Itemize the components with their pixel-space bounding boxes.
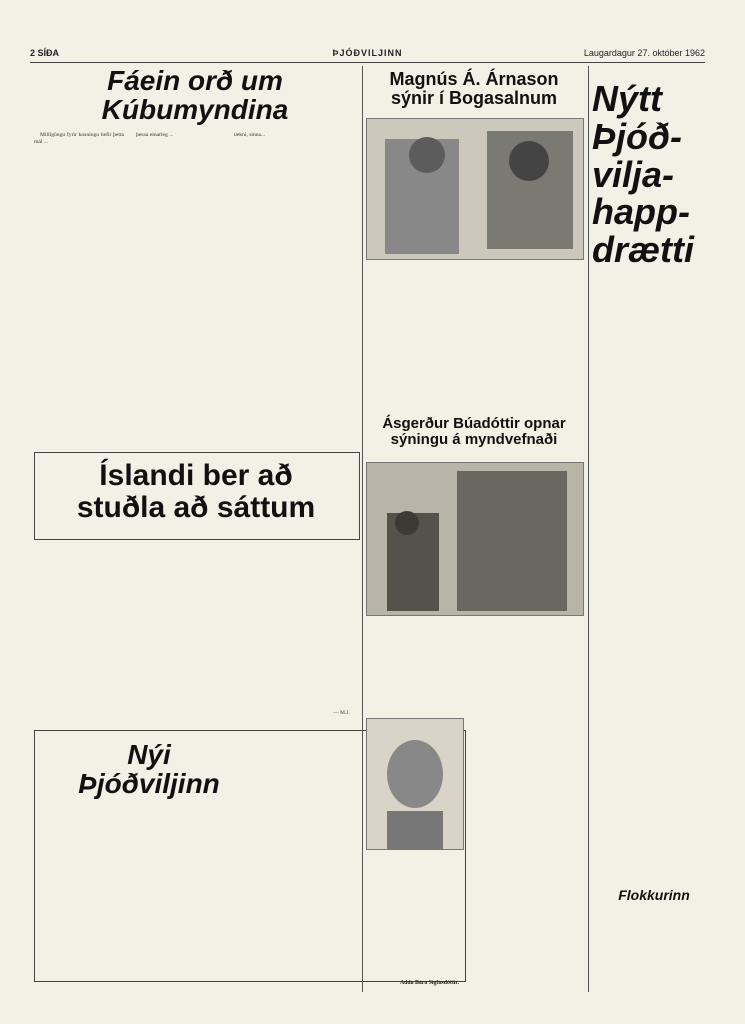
photo-image (367, 119, 583, 259)
asgerdur-headline: Ásgerður Búadóttir opnar sýningu á myndvefnaði (382, 415, 566, 448)
asgerdur-photo (366, 462, 584, 616)
kuba-col-3: tækni, sinna... (234, 132, 266, 138)
kuba-col-1: Milligöngu fyrir kosningu hefir þetta mál ... (34, 132, 124, 146)
nyi-headline: Nýi Þjóðviljinn (78, 739, 220, 800)
adda-caption-name: Adda Bára Sigfúsdóttir. (400, 980, 459, 986)
adda-photo (366, 718, 464, 850)
divider (362, 66, 363, 992)
kuba-headline: Fáein orð um Kúbumyndina (101, 65, 289, 126)
flokkurinn-headline: Flokkurinn (618, 887, 690, 903)
happ-headline: Nýtt Þjóð- vilja- happ- drætti (592, 78, 694, 271)
portrait-image (367, 719, 463, 849)
page-header (30, 48, 705, 63)
page-label: 2 SÍÐA (30, 48, 60, 58)
magnus-headline: Magnús Á. Árnason sýnir í Bogasalnum (389, 69, 559, 108)
islandi-byline: — M.J. (333, 710, 350, 716)
kuba-col-2: þessu einarleg ... (136, 132, 174, 138)
photo-image (367, 463, 583, 615)
islandi-headline: Íslandi ber að stuðla að sáttum (76, 459, 316, 524)
divider (588, 66, 589, 992)
issue-date: Laugardagur 27. október 1962 (583, 48, 705, 58)
magnus-photo (366, 118, 584, 260)
paper-name: ÞJÓÐVILJINN (332, 48, 403, 58)
